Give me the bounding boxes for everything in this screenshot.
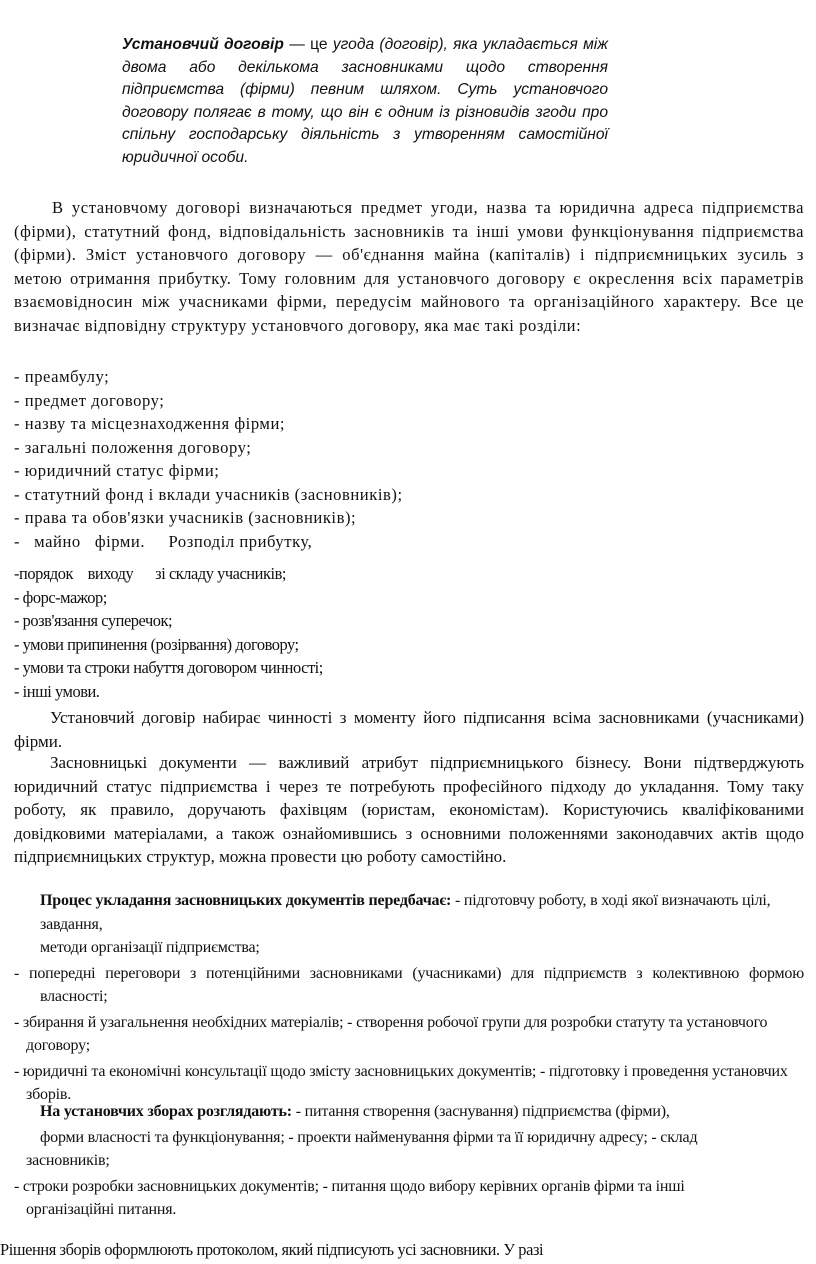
process-item-2: - попередні переговори з потенційними засновниками (учасниками) для підприємств з колективною формою власності; [14,964,804,1005]
process-item-1-cont: методи організації підприємства; [40,939,260,956]
definition-term: Установчий договір [122,36,284,53]
meeting-heading: На установчих зборах розглядають: [40,1103,292,1120]
process-item-4: - юридичні та економічні консультації щодо змісту засновницьких документів; - підготовку і проведення установчих зборів. [14,1062,788,1103]
sections-list-b [14,562,804,703]
definition-dash: — це [283,36,333,53]
list-item: - умови припинення (розірвання) договору; [14,634,299,654]
list-item: - умови та строки набуття договором чинності; [14,658,323,677]
process-section [14,889,804,1107]
process-heading: Процес укладання засновницьких документів передбачає: [40,892,452,909]
list-item: - розв'язання суперечок; [14,611,173,630]
validity-paragraph: Установчий договір набирає чинності з моменту його підписання всіма засновниками (учасниками) фірми. [14,708,804,751]
founding-docs-paragraph: Засновницькі документи — важливий атрибут підприємницького бізнесу. Вони підтверджують юридичний статус підприємства і через те потребують професійного підходу до укладання. Тому таку роботу, як правило, доручають фахівцям (юристам, економістам). Користуючись кваліфікованими довідковими матеріалами, а також ознайомившись з основними положеннями законодавчих актів щодо підприємницьких структур, можна провести цю роботу самостійно. [14,753,804,866]
list-item: - права та обов'язки учасників (засновників); [14,508,357,527]
definition-body: угода (договір), яка укладається між двома або декількома засновниками щодо створення підприємства (фірми) певним шляхом. Суть установчого договору полягає в тому, що він є одним із різновидів згоди про спільну господарську діяльність з утворенням самостійної юридичної особи. [122,36,608,166]
list-item: - назву та місцезнаходження фірми; [14,414,286,433]
list-item: - статутний фонд і вклади учасників (засновників); [14,484,403,504]
process-item-3: - збирання й узагальнення необхідних матеріалів; - створення робочої групи для розробки статуту та установчого договору; [14,1013,768,1054]
list-item: - преамбулу; [14,367,110,386]
list-item: - предмет договору; [14,390,165,410]
meeting-section [14,1100,804,1222]
intro-paragraph: В установчому договорі визначаються предмет угоди, назва та юридична адреса підприємства (фірми), статутний фонд, відповідальність засновників та інші умови функціонування підприємства (фірми). Зміст установчого договору — об'єднання майна (капіталів) і підприємницьких зусиль з метою отримання прибутку. Тому головним для установчого договору є окреслення всіх параметрів взаємовідносин між учасниками фірми, передусім майнового та організаційного характеру. Все це визначає відповідну структуру установчого договору, яка має такі розділи: [14,198,804,335]
process-heading-line [14,889,804,936]
closing-line: Рішення зборів оформлюють протоколом, який підписують усі засновники. У разі [0,1240,544,1259]
list-item: - юридичний статус фірми; [14,461,220,480]
list-item: - майно фірми. Розподіл прибутку, [14,531,313,551]
meeting-item-1: - питання створення (заснування) підприємства (фірми), [291,1103,670,1120]
list-item: - загальні положення договору; [14,437,252,457]
meeting-heading-line [14,1100,804,1124]
list-item: - форс-мажор; [14,587,107,607]
meeting-item-2: форми власності та функціонування; - проекти найменування фірми та її юридичну адресу; - склад засновників; [26,1128,698,1169]
sections-list-a [14,365,804,553]
list-item: - інші умови. [14,681,100,701]
list-item: -порядок виходу зі складу учасників; [14,564,286,583]
definition-box [122,34,608,169]
meeting-item-3: - строки розробки засновницьких документів; - питання щодо вибору керівних органів фірми та інші організаційні питання. [14,1177,685,1218]
process-item-1: - підготовчу роботу, в ході якої визначають цілі, завдання, [40,892,771,933]
